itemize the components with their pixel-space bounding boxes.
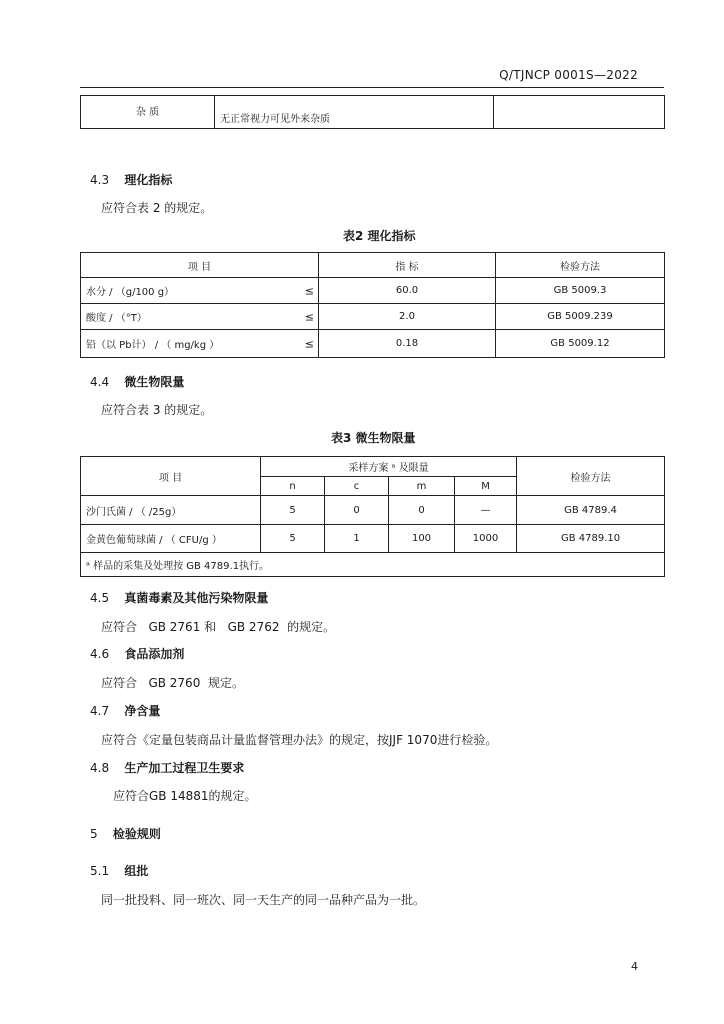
table-row — [81, 304, 665, 330]
table2-caption: 表2 理化指标 — [343, 229, 416, 243]
row-value: 60.0 — [319, 278, 496, 304]
row-c: 1 — [325, 525, 389, 553]
section-4-7-text: 应符合《定量包装商品计量监督管理办法》的规定，按JJF 1070进行检验。 — [101, 733, 498, 747]
section-number: 4.6 — [90, 647, 110, 661]
section-number: 4.8 — [90, 761, 110, 775]
row-method: GB 4789.4 — [517, 496, 665, 525]
physchem-table — [80, 252, 665, 358]
section-title: 检验规则 — [112, 827, 161, 841]
row-m: 100 — [389, 525, 455, 553]
section-4-3-heading — [90, 171, 172, 188]
document-code: Q/TJNCP 0001S—2022 — [499, 68, 638, 82]
section-4-3-text: 应符合表 2 的规定。 — [101, 201, 213, 215]
table-row — [81, 278, 665, 304]
row-item: 铅（以 Pb计） / （ mg/kg ） ≤ — [81, 330, 319, 358]
col-header-method: 检验方法 — [517, 457, 665, 496]
page-number: 4 — [631, 960, 638, 973]
section-4-8-text: 应符合GB 14881的规定。 — [113, 789, 257, 803]
section-number: 4.5 — [90, 591, 110, 605]
col-header-item: 项 目 — [81, 253, 319, 278]
section-title: 生产加工过程卫生要求 — [124, 761, 245, 775]
table-footnote: ᵃ 样品的采集及处理按 GB 4789.1执行。 — [81, 553, 665, 577]
header-rule — [80, 87, 664, 88]
row-n: 5 — [261, 525, 325, 553]
table-row — [81, 330, 665, 358]
section-4-4-heading — [90, 373, 184, 390]
row-item: 酸度 / （°T） ≤ — [81, 304, 319, 330]
impurity-method — [494, 96, 665, 129]
section-4-6-heading — [90, 645, 184, 662]
col-header-method: 检验方法 — [496, 253, 665, 278]
section-title: 组批 — [124, 864, 149, 878]
section-4-7-heading — [90, 702, 160, 719]
row-c: 0 — [325, 496, 389, 525]
table-header-row — [81, 457, 665, 477]
section-number: 4.7 — [90, 704, 110, 718]
table3-caption: 表3 微生物限量 — [331, 431, 416, 445]
section-title: 净含量 — [124, 704, 161, 718]
row-M: 1000 — [455, 525, 517, 553]
row-method: GB 4789.10 — [517, 525, 665, 553]
section-4-4-text: 应符合表 3 的规定。 — [101, 403, 213, 417]
section-number: 4.3 — [90, 173, 110, 187]
table-header-row — [81, 253, 665, 278]
row-method: GB 5009.239 — [496, 304, 665, 330]
table-row — [81, 496, 665, 525]
section-title: 微生物限量 — [124, 375, 185, 389]
col-header-M: M — [455, 477, 517, 496]
section-4-5-text: 应符合 GB 2761 和 GB 2762 的规定。 — [101, 620, 336, 634]
row-n: 5 — [261, 496, 325, 525]
le-symbol: ≤ — [304, 310, 314, 323]
impurity-table — [80, 95, 665, 129]
row-m: 0 — [389, 496, 455, 525]
section-number: 5.1 — [90, 864, 110, 878]
row-M: — — [455, 496, 517, 525]
section-title: 食品添加剂 — [124, 647, 185, 661]
section-4-6-text: 应符合 GB 2760 规定。 — [101, 676, 244, 690]
section-4-8-heading — [90, 759, 244, 776]
section-title: 理化指标 — [124, 173, 173, 187]
row-method: GB 5009.12 — [496, 330, 665, 358]
row-value: 2.0 — [319, 304, 496, 330]
table-row — [81, 525, 665, 553]
row-item: 水分 / （g/100 g） ≤ — [81, 278, 319, 304]
row-item: 金黄色葡萄球菌 / （ CFU/g ） — [81, 525, 261, 553]
section-5-1-text: 同一批投料、同一班次、同一天生产的同一品种产品为一批。 — [101, 893, 426, 907]
le-symbol: ≤ — [304, 337, 314, 350]
section-number: 4.4 — [90, 375, 110, 389]
col-header-n: n — [261, 477, 325, 496]
section-title: 真菌毒素及其他污染物限量 — [124, 591, 269, 605]
impurity-item: 杂 质 — [81, 96, 215, 129]
section-number: 5 — [90, 827, 98, 841]
le-symbol: ≤ — [304, 284, 314, 297]
section-5-heading — [90, 825, 161, 842]
section-4-5-heading — [90, 589, 268, 606]
microbial-table — [80, 456, 665, 577]
col-header-plan: 采样方案 ᵃ 及限量 — [261, 457, 517, 477]
table-footnote-row — [81, 553, 665, 577]
col-header-m: m — [389, 477, 455, 496]
section-5-1-heading — [90, 862, 148, 879]
row-item: 沙门氏菌 / （ /25g） — [81, 496, 261, 525]
col-header-item: 项 目 — [81, 457, 261, 496]
row-value: 0.18 — [319, 330, 496, 358]
col-header-index: 指 标 — [319, 253, 496, 278]
col-header-c: c — [325, 477, 389, 496]
impurity-requirement: 无正常视力可见外来杂质 — [215, 96, 494, 129]
row-method: GB 5009.3 — [496, 278, 665, 304]
table-row — [81, 96, 665, 129]
